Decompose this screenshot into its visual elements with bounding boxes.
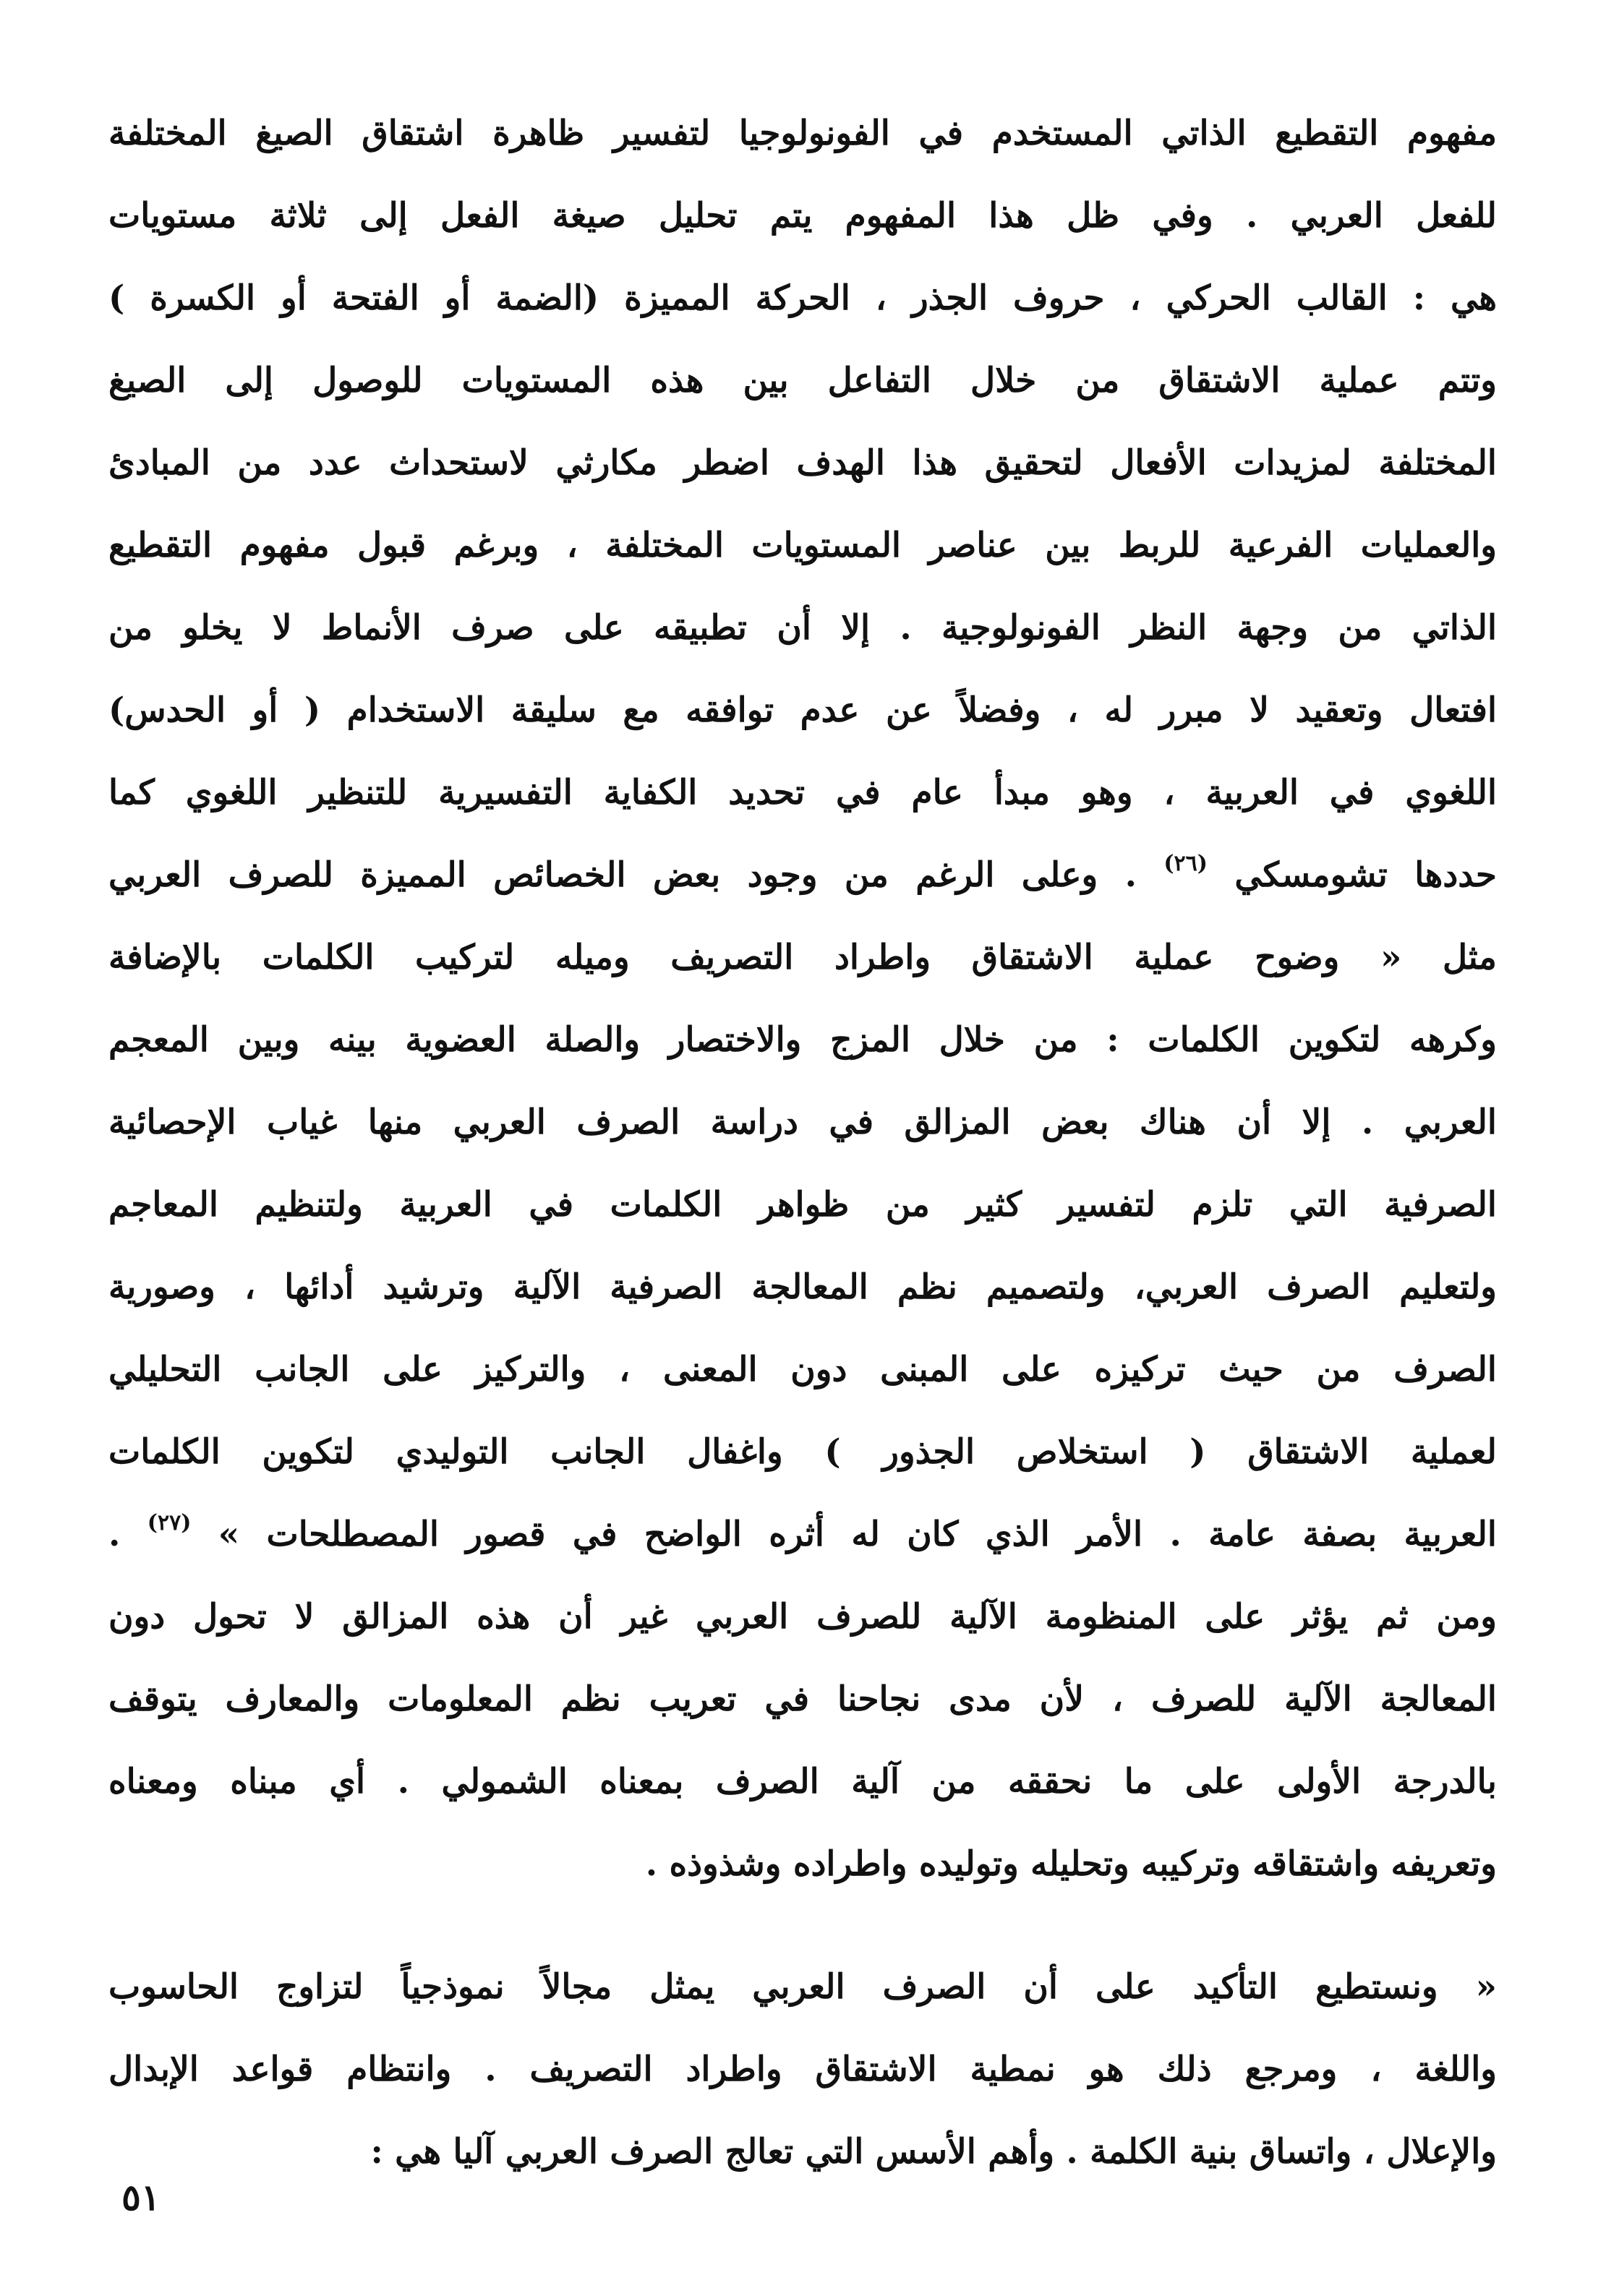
text-line: المختلفة لمزيدات الأفعال لتحقيق هذا الهدف اضطر مكارثي لاستحداث عدد من المبادئ	[108, 443, 1497, 483]
text-line: افتعال وتعقيد لا مبرر له ، وفضلاً عن عدم توافقه مع سليقة الاستخدام ( أو الحدس)	[108, 690, 1497, 730]
text-line-with-footnote	[108, 834, 1497, 917]
paragraph-2	[108, 1946, 1497, 2193]
text-line-last: والإعلال ، واتساق بنية الكلمة . وأهم الأسس التي تعالج الصرف العربي آليا هي :	[370, 2132, 1497, 2172]
text-line: الذاتي من وجهة النظر الفونولوجية . إلا أن تطبيقه على صرف الأنماط لا يخلو من	[108, 608, 1497, 648]
text-line: الصرفية التي تلزم لتفسير كثير من ظواهر الكلمات في العربية ولتنظيم المعاجم	[108, 1185, 1497, 1225]
text-line: واللغة ، ومرجع ذلك هو نمطية الاشتقاق واطراد التصريف . وانتظام قواعد الإبدال	[108, 2049, 1497, 2089]
text-line: العربي . إلا أن هناك بعض المزالق في دراسة الصرف العربي منها غياب الإحصائية	[108, 1102, 1497, 1142]
line-text-after-footnote: . وعلى الرغم من وجود بعض الخصائص المميزة للصرف العربي	[108, 855, 1137, 895]
footnote-reference-26: (٢٦)	[1163, 851, 1208, 876]
line-text-before-footnote: حددها تشومسكي	[1234, 855, 1497, 895]
line-text-after-footnote: .	[108, 1515, 121, 1554]
paragraph-1	[108, 93, 1497, 1906]
text-line: « ونستطيع التأكيد على أن الصرف العربي يمثل مجالاً نموذجياً لتزاوج الحاسوب	[108, 1967, 1497, 2007]
text-line: اللغوي في العربية ، وهو مبدأ عام في تحديد الكفاية التفسيرية للتنظير اللغوي كما	[108, 773, 1497, 813]
text-line: مثل « وضوح عملية الاشتقاق واطراد التصريف وميله لتركيب الكلمات بالإضافة	[108, 938, 1497, 977]
page-number: ٥١	[121, 2176, 161, 2219]
text-line: لعملية الاشتقاق ( استخلاص الجذور ) واغفال الجانب التوليدي لتكوين الكلمات	[108, 1432, 1497, 1472]
text-line: ومن ثم يؤثر على المنظومة الآلية للصرف العربي غير أن هذه المزالق لا تحول دون	[108, 1597, 1497, 1637]
text-line: المعالجة الآلية للصرف ، لأن مدى نجاحنا في تعريب نظم المعلومات والمعارف يتوقف	[108, 1679, 1497, 1719]
text-line: والعمليات الفرعية للربط بين عناصر المستويات المختلفة ، وبرغم قبول مفهوم التقطيع	[108, 526, 1497, 565]
text-line-with-footnote	[108, 1494, 1497, 1576]
footnote-reference-27: (٢٧)	[147, 1510, 192, 1535]
text-line: ولتعليم الصرف العربي، ولتصميم نظم المعالجة الصرفية الآلية وترشيد أدائها ، وصورية	[108, 1267, 1497, 1307]
text-line: الصرف من حيث تركيزه على المبنى دون المعنى ، والتركيز على الجانب التحليلي	[108, 1350, 1497, 1389]
text-line: مفهوم التقطيع الذاتي المستخدم في الفونولوجيا لتفسير ظاهرة اشتقاق الصيغ المختلفة	[108, 113, 1497, 153]
text-line-last: وتعريفه واشتقاقه وتركيبه وتحليله وتوليده واطراده وشذوذه .	[645, 1844, 1497, 1884]
text-line: وتتم عملية الاشتقاق من خلال التفاعل بين هذه المستويات للوصول إلى الصيغ	[108, 361, 1497, 400]
text-line: وكرهه لتكوين الكلمات : من خلال المزج والاختصار والصلة العضوية بينه وبين المعجم	[108, 1020, 1497, 1060]
text-line: للفعل العربي . وفي ظل هذا المفهوم يتم تحليل صيغة الفعل إلى ثلاثة مستويات	[108, 196, 1497, 236]
text-line: هي : القالب الحركي ، حروف الجذر ، الحركة المميزة (الضمة أو الفتحة أو الكسرة )	[108, 278, 1497, 318]
line-text-before-footnote: العربية بصفة عامة . الأمر الذي كان له أثره الواضح في قصور المصطلحات »	[218, 1515, 1497, 1554]
text-line: بالدرجة الأولى على ما نحققه من آلية الصرف بمعناه الشمولي . أي مبناه ومعناه	[108, 1762, 1497, 1802]
